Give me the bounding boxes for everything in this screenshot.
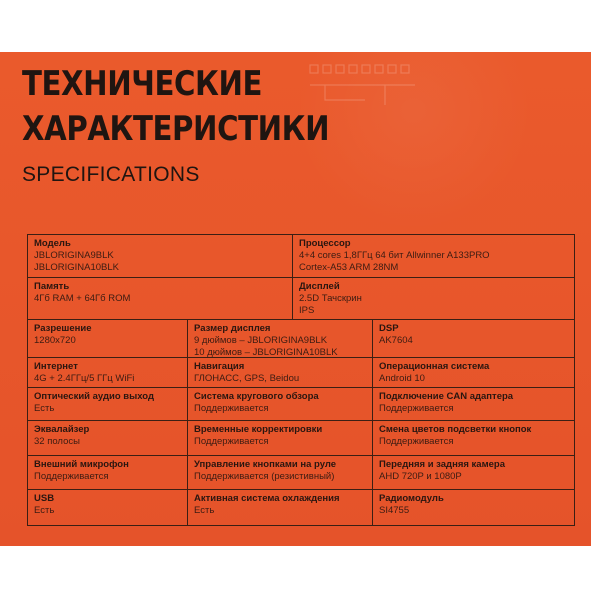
spec-cell-surround-view (188, 388, 373, 421)
spec-label: Разрешение (34, 323, 92, 334)
spec-cell-optical-audio (28, 388, 188, 421)
spec-label: Передняя и задняя камера (379, 459, 505, 470)
spec-label: Временные корректировки (194, 424, 323, 435)
spec-cell-display (293, 278, 574, 320)
spec-value: Поддерживается (34, 471, 109, 482)
spec-cell-can-adapter (373, 388, 574, 421)
spec-cell-radio (373, 490, 574, 525)
spec-label: Интернет (34, 361, 78, 372)
spec-cell-steering-control (188, 456, 373, 490)
spec-value: AHD 720P и 1080P (379, 471, 462, 482)
spec-cell-memory (28, 278, 293, 320)
spec-label: Радиомодуль (379, 493, 444, 504)
spec-cell-equalizer (28, 421, 188, 456)
spec-label: Размер дисплея (194, 323, 271, 334)
spec-label: Модель (34, 238, 71, 249)
spec-value: 4Гб RAM + 64Гб ROM (34, 293, 131, 304)
spec-label: Процессор (299, 238, 351, 249)
page-title (22, 62, 329, 152)
spec-value: Поддерживается (194, 436, 269, 447)
spec-cell-cameras (373, 456, 574, 490)
spec-value: Поддерживается (379, 436, 454, 447)
spec-label: Эквалайзер (34, 424, 90, 435)
spec-label: Подключение CAN адаптера (379, 391, 514, 402)
spec-value: JBLORIGINA10BLK (34, 262, 120, 273)
spec-value: SI4755 (379, 505, 410, 516)
spec-value: 1280х720 (34, 335, 76, 346)
spec-label: Система кругового обзора (194, 391, 319, 402)
spec-value: 2.5D Тачскрин (299, 293, 362, 304)
spec-label: DSP (379, 323, 399, 334)
spec-label: Операционная система (379, 361, 490, 372)
spec-cell-active-cooling (188, 490, 373, 525)
spec-table (27, 234, 575, 526)
spec-value: JBLORIGINA9BLK (34, 250, 114, 261)
spec-cell-model (28, 235, 293, 278)
spec-value: IPS (299, 305, 315, 316)
spec-label: Дисплей (299, 281, 340, 292)
spec-label: Активная система охлаждения (194, 493, 340, 504)
spec-cell-navigation (188, 358, 373, 388)
spec-cell-usb (28, 490, 188, 525)
spec-cell-os (373, 358, 574, 388)
title-line-1: ТЕХНИЧЕСКИЕ (22, 64, 263, 104)
spec-cell-button-colors (373, 421, 574, 456)
spec-value: 32 полосы (34, 436, 80, 447)
spec-cell-resolution (28, 320, 188, 358)
spec-value: Android 10 (379, 373, 425, 384)
spec-value: AK7604 (379, 335, 413, 346)
spec-label: Память (34, 281, 70, 292)
spec-label: Управление кнопками на руле (194, 459, 337, 470)
spec-value: Поддерживается (379, 403, 454, 414)
title-line-2: ХАРАКТЕРИСТИКИ (22, 109, 330, 149)
spec-cell-internet (28, 358, 188, 388)
spec-value: ГЛОНАСС, GPS, Beidou (194, 373, 300, 384)
spec-value: 4+4 cores 1,8ГГц 64 бит Allwinner A133PRO (299, 250, 490, 261)
spec-value: 10 дюймов – JBLORIGINA10BLK (194, 347, 338, 358)
spec-value: 9 дюймов – JBLORIGINA9BLK (194, 335, 328, 346)
page-subtitle: SPECIFICATIONS (22, 163, 200, 186)
spec-cell-dsp (373, 320, 574, 358)
spec-label: Навигация (194, 361, 245, 372)
spec-cell-ext-mic (28, 456, 188, 490)
spec-label: Внешний микрофон (34, 459, 129, 470)
spec-label: Оптический аудио выход (34, 391, 155, 402)
spec-cell-time-correction (188, 421, 373, 456)
spec-value: Поддерживается (194, 403, 269, 414)
spec-value: Cortex-A53 ARM 28NM (299, 262, 399, 273)
spec-value: Есть (194, 505, 215, 516)
spec-value: 4G + 2.4ГГц/5 ГГц WiFi (34, 373, 135, 384)
spec-value: Поддерживается (резистивный) (194, 471, 335, 482)
spec-cell-display-size (188, 320, 373, 358)
spec-label: USB (34, 493, 55, 504)
spec-value: Есть (34, 403, 55, 414)
spec-value: Есть (34, 505, 55, 516)
spec-label: Смена цветов подсветки кнопок (379, 424, 532, 435)
spec-cell-cpu (293, 235, 574, 278)
